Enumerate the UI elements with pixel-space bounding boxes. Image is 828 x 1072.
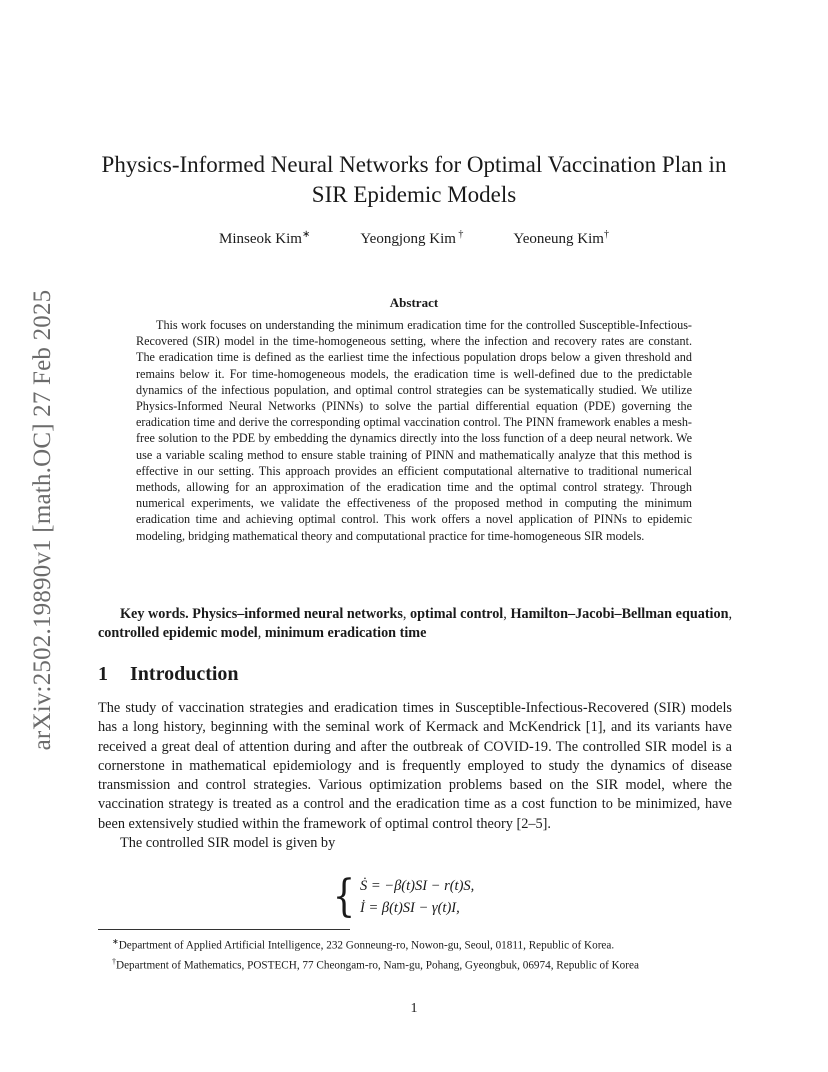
intro-paragraph-2: The controlled SIR model is given by xyxy=(120,835,336,852)
section-number: 1 xyxy=(98,663,108,685)
footnote-divider xyxy=(98,929,350,930)
keyword-item: Hamilton–Jacobi–Bellman equation xyxy=(510,606,729,622)
left-brace: { xyxy=(332,871,356,922)
keyword-item: optimal control xyxy=(410,606,504,622)
author-name: Minseok Kim xyxy=(219,231,302,247)
footnote-text: Department of Applied Artificial Intelligence, 232 Gonneung-ro, Nowon-gu, Seoul, 01811, Republic of Korea. xyxy=(118,939,615,952)
keyword-item: controlled epidemic model xyxy=(98,624,258,641)
abstract-text: This work focuses on understanding the minimum eradication time for the controlled Susceptible-Infectious-Recovered (SIR) model in the time-homogeneous setting, where the infection and recovery rates are constant. The eradication time is defined as the earliest time the infectious population drops below a given threshold and remains below it. For time-homogeneous models, the eradication time is well-defined due to the predictable dynamics of the infectious population, and optimal control strategies can be systematically studied. We utilize Physics-Informed Neural Networks (PINNs) to solve the partial differential equation (PDE) governing the eradication time and derive the corresponding optimal vaccination control. The PINN framework enables a mesh-free solution to the PDE by embedding the dynamics directly into the loss function of a deep neural network. We use a variable scaling method to ensure stable training of PINN and mathematically analyze that this method is effective in our setting. This approach provides an efficient computational alternative to traditional numerical methods, allowing for an approximation of the eradication time and the optimal control strategy. Through numerical experiments, we validate the effectiveness of the proposed method in computing the minimum eradication time and achieving optimal control. This work offers a novel application of PINNs to epidemic modeling, bridging mathematical theory and computational practice for time-homogeneous SIR models. xyxy=(136,318,692,543)
footnote-1 xyxy=(98,934,732,954)
author-name: Yeoneung Kim xyxy=(513,231,604,247)
author-2 xyxy=(360,229,463,248)
introduction-body xyxy=(98,699,732,853)
section-heading xyxy=(98,663,239,686)
arxiv-identifier-stamp[interactable]: arXiv:2502.19890v1 [math.OC] 27 Feb 2025 xyxy=(29,289,56,751)
footnotes xyxy=(98,934,732,974)
keyword-item: Physics–informed neural networks xyxy=(192,606,403,622)
intro-paragraph-1: The study of vaccination strategies and eradication times in Susceptible-Infectious-Recovered (SIR) models has a long history, beginning with the seminal work of Kermack and McKendrick [1], and its variants have received a great deal of attention during and after the outbreak of COVID-19. The controlled SIR model is a cornerstone in mathematical epidemiology and is frequently employed to study the dynamics of disease transmission and control strategies. Various optimization problems based on the SIR model, where the vaccination strategy is treated as a control and the eradication time as a cost function to be minimized, have been extensively studied within the framework of optimal control theory [2–5]. xyxy=(98,700,732,832)
footnote-2 xyxy=(98,954,732,974)
sir-equation-system xyxy=(330,871,475,922)
equation-line-i: İ = β(t)SI − γ(t)I, xyxy=(360,900,460,916)
keywords-label: Key words. xyxy=(120,606,189,622)
author-footnote-mark: ∗ xyxy=(301,229,311,240)
author-name: Yeongjong Kim xyxy=(360,231,456,247)
title-line-2: SIR Epidemic Models xyxy=(311,182,517,207)
author-footnote-mark: † xyxy=(603,229,609,240)
author-3 xyxy=(513,229,609,248)
footnote-mark: † xyxy=(112,957,116,967)
keyword-item: minimum eradication time xyxy=(264,624,427,641)
author-list xyxy=(96,229,732,248)
abstract-heading: Abstract xyxy=(389,295,439,310)
footnote-text: Department of Mathematics, POSTECH, 77 Cheongam-ro, Nam-gu, Pohang, Gyeongbuk, 06974, Republic of Korea xyxy=(116,959,639,972)
title-line-1: Physics-Informed Neural Networks for Optimal Vaccination Plan in xyxy=(101,152,727,177)
paper-title xyxy=(96,150,732,210)
keywords: Key words. Physics–informed neural networks, optimal control, Hamilton–Jacobi–Bellman equation, controlled epidemic model, minimum eradication time xyxy=(98,606,733,641)
equation-line-s: Ṡ = −β(t)SI − r(t)S, xyxy=(360,878,475,894)
section-title: Introduction xyxy=(130,663,239,685)
footnote-mark: ∗ xyxy=(112,937,119,946)
page-number: 1 xyxy=(410,1001,418,1016)
author-1 xyxy=(219,229,310,248)
author-footnote-mark: † xyxy=(455,229,464,240)
